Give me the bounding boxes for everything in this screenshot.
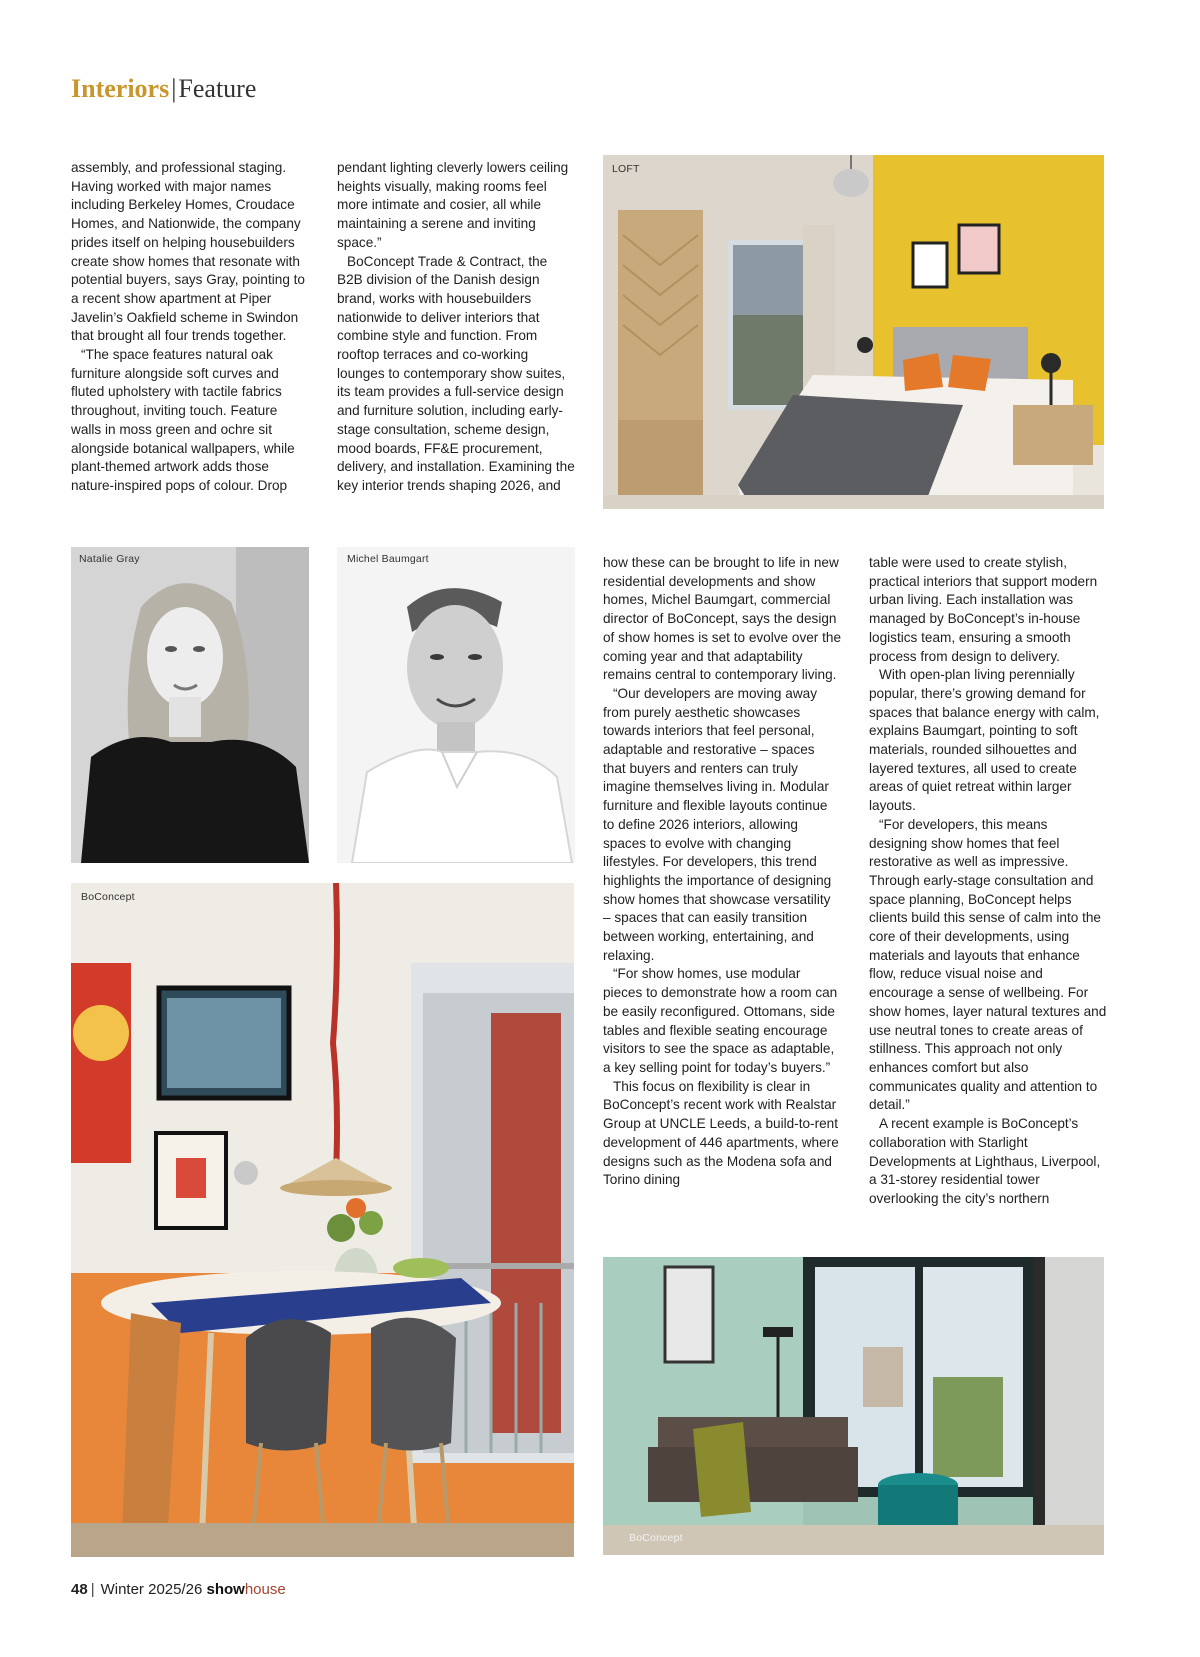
text-column-lower-right <box>869 554 1107 1209</box>
paragraph: how these can be brought to life in new residential developments and show homes, Michel Baumgart, commercial director of BoConcept, says the design of show homes is set to evolve over the coming year and that adaptability remains central to contemporary living. <box>603 555 842 683</box>
text-column-top-middle <box>337 159 575 496</box>
living-room-photo <box>603 1257 1104 1555</box>
portrait-photo-michel-baumgart <box>337 547 575 863</box>
publication-logo <box>207 1581 286 1598</box>
paragraph: “For show homes, use modular pieces to demonstrate how a room can be easily reconfigured. Ottomans, side tables and flexible seating encourage visitors to see the space as adaptable, a key selling point for today’s buyers.” <box>603 966 838 1075</box>
paragraph: assembly, and professional staging. Having worked with major names including Berkeley Homes, Croudace Homes, and Nationwide, the company prides itself on helping housebuilders create show homes that resonate with potential buyers, says Gray, pointing to a recent show apartment at Piper Javelin’s Oakfield scheme in Swindon that brought all four trends together. <box>71 160 305 344</box>
header-separator: | <box>171 74 177 103</box>
logo-text-show: show <box>206 1581 245 1598</box>
issue-label: Winter 2025/26 <box>100 1581 203 1598</box>
paragraph: With open-plan living perennially popular, there’s growing demand for spaces that balance energy with calm, explains Baumgart, pointing to soft materials, rounded silhouettes and layered textures, all used to create areas of quiet retreat within larger layouts. <box>869 667 1100 814</box>
photo-credit: Michel Baumgart <box>347 553 429 565</box>
paragraph: “Our developers are moving away from purely aesthetic showcases towards interiors that feel personal, adaptable and restorative – spaces that buyers and renters can truly imagine themselves living in. Modular furniture and flexible layouts continue to define 2026 interiors, allowing spaces to evolve with changing lifestyles. For developers, this trend highlights the importance of designing show homes that showcase versatility – spaces that can easily transition between working, entertaining, and relaxing. <box>603 685 832 963</box>
section-name: Interiors <box>71 74 170 103</box>
page-number: 48 <box>71 1581 88 1598</box>
paragraph: “For developers, this means designing show homes that feel restorative as well as impressive. Through early-stage consultation and space planning, BoConcept helps clients build this sense of calm into the core of their developments, using materials and layouts that enhance flow, reduce visual noise and encourage a sense of wellbeing. For show homes, layer natural textures and use neutral tones to create areas of stillness. This approach not only enhances comfort but also communicates quality and attention to detail.” <box>869 816 1107 1113</box>
photo-credit: BoConcept <box>81 891 135 903</box>
paragraph: This focus on flexibility is clear in BoConcept’s recent work with Realstar Group at UNCLE Leeds, a build-to-rent development of 446 apartments, where designs such as the Modena sofa and Torino dining <box>603 1078 839 1188</box>
bedroom-photo <box>603 155 1104 509</box>
photo-credit: Natalie Gray <box>79 553 140 565</box>
portrait-photo-natalie-gray <box>71 547 309 863</box>
dining-room-photo <box>71 883 574 1557</box>
logo-text-house: house <box>244 1581 286 1598</box>
photo-credit: LOFT <box>612 163 640 175</box>
footer-separator: | <box>90 1581 95 1598</box>
paragraph: table were used to create stylish, practical interiors that support modern urban living. Each installation was managed by BoConcept’s in-house logistics team, ensuring a smooth process from design to delivery. <box>869 555 1098 664</box>
text-column-top-left <box>71 159 309 496</box>
page-footer <box>71 1580 286 1600</box>
paragraph: “The space features natural oak furniture alongside soft curves and fluted upholstery with tactile fabrics throughout, inviting touch. Feature walls in moss green and ochre sit alongside botanical wallpapers, while plant-themed artwork adds those nature-inspired pops of colour. Drop <box>71 347 295 493</box>
text-column-lower-left <box>603 554 841 1190</box>
paragraph: pendant lighting cleverly lowers ceiling heights visually, making rooms feel more intimate and cosier, all while maintaining a serene and inviting space.” <box>337 160 569 250</box>
photo-credit: BoConcept <box>629 1532 683 1544</box>
section-subtitle: Feature <box>178 74 257 103</box>
paragraph: A recent example is BoConcept’s collaboration with Starlight Developments at Lighthaus, Liverpool, a 31-storey residential tower overlooking the city’s northern <box>869 1116 1101 1206</box>
section-header <box>71 72 256 106</box>
paragraph: BoConcept Trade & Contract, the B2B division of the Danish design brand, works with housebuilders nationwide to deliver interiors that combine style and function. From rooftop terraces and co-working lounges to contemporary show suites, its team provides a full-service design and furniture solution, including early-stage consultation, scheme design, mood boards, FF&E procurement, delivery, and installation. Examining the key interior trends shaping 2026, and <box>337 253 575 493</box>
